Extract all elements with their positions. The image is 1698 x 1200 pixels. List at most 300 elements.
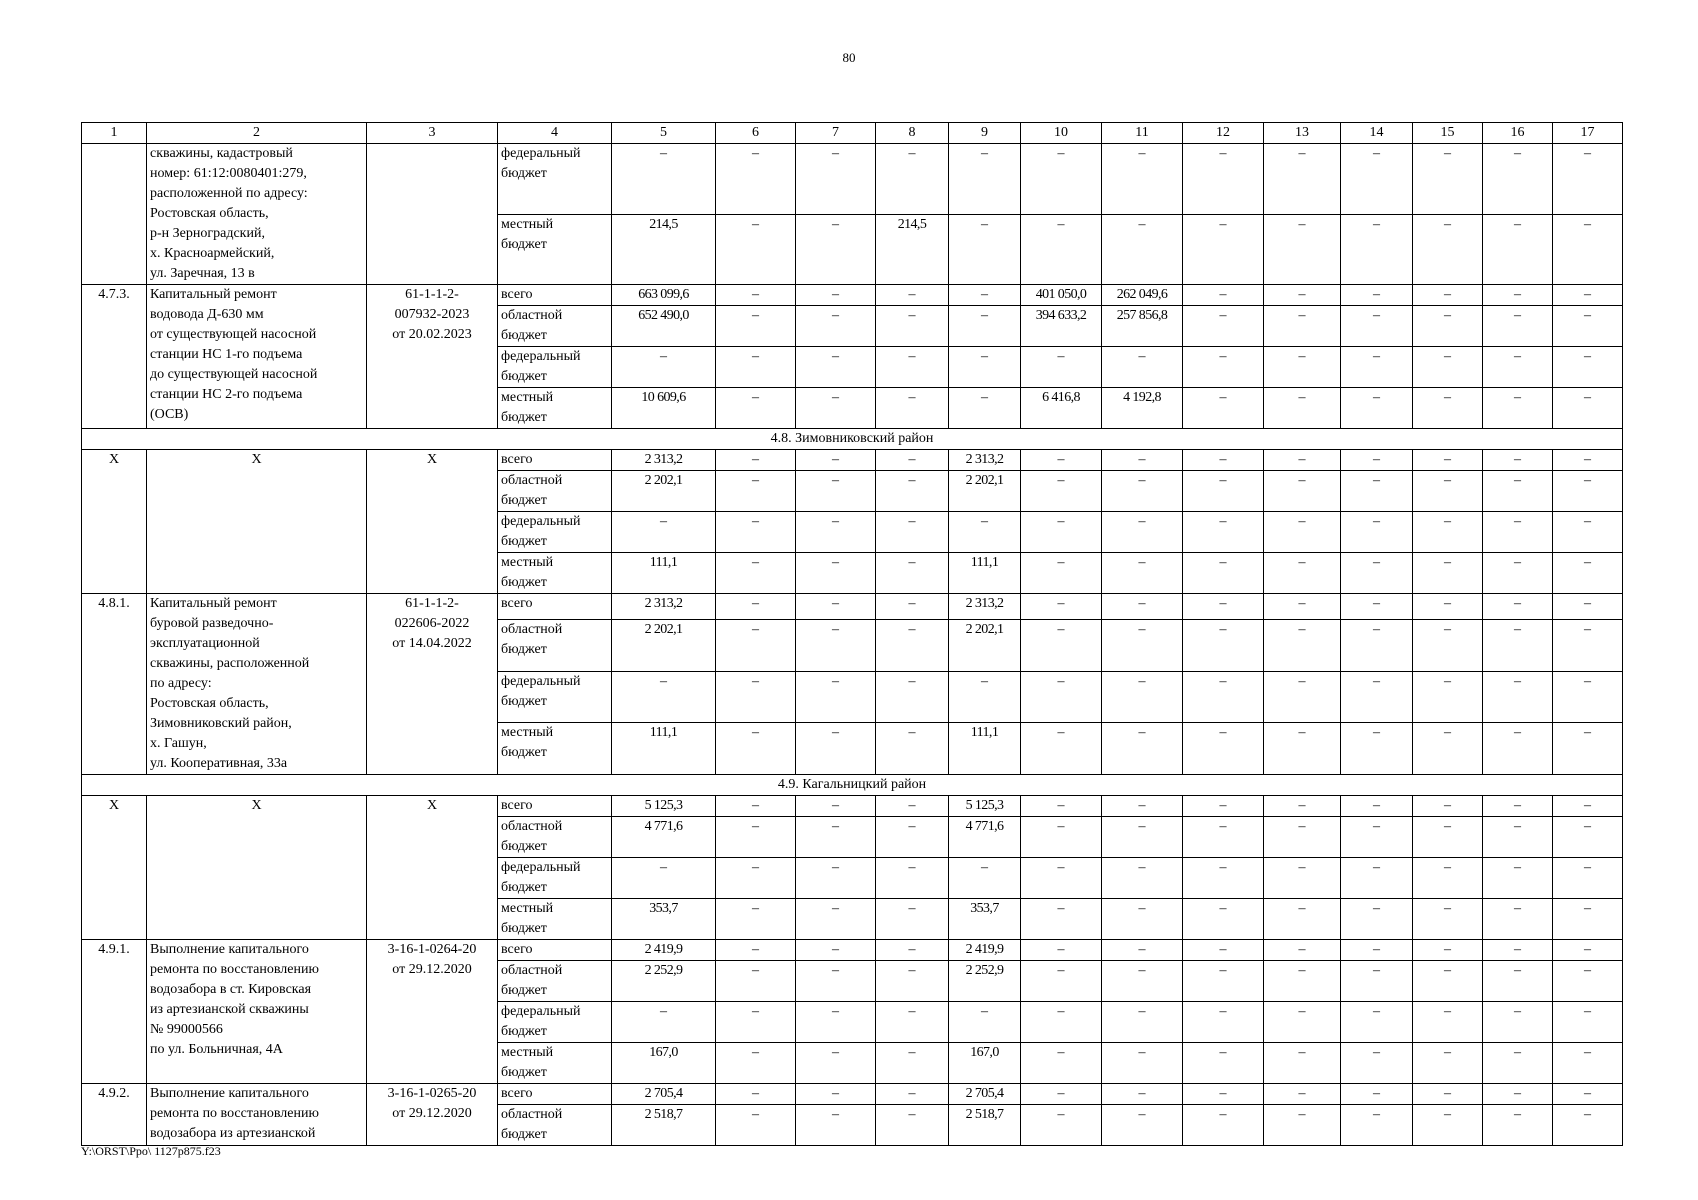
section-header-row [82,775,1623,796]
item-number-cell [82,144,147,285]
value-cell: – [876,1105,949,1146]
item-number-cell: 4.9.2. [82,1084,147,1146]
value-cell: – [1341,899,1413,940]
value-cell: – [876,899,949,940]
value-cell: – [1553,512,1623,553]
item-name-cell: Капитальный ремонт буровой разведочно- эксплуатационной скважины, расположенной по адресу: Ростовская область, Зимовниковский район, х. Гашун, ул. Кооперативная, 33а [147,594,367,775]
table-row [82,594,1623,620]
value-cell: – [1102,817,1183,858]
value-cell: – [716,858,796,899]
value-cell: – [1183,214,1264,285]
value-cell: – [796,671,876,723]
column-number-cell: 11 [1102,123,1183,144]
value-cell: – [1413,388,1483,429]
item-name-cell: Х [147,796,367,940]
value-cell: – [1341,723,1413,775]
value-cell: – [1183,347,1264,388]
item-name-cell: Выполнение капитального ремонта по восстановлению водозабора в ст. Кировская из артезианской скважины № 99000566 по ул. Больничная, 4А [147,940,367,1084]
value-cell: – [1553,1105,1623,1146]
column-number-cell: 10 [1021,123,1102,144]
funding-source-cell: федеральный бюджет [498,144,612,215]
value-cell: – [1183,144,1264,215]
value-cell: – [1341,347,1413,388]
value-cell: – [1413,620,1483,672]
value-cell: – [796,594,876,620]
value-cell: – [1341,1105,1413,1146]
value-cell: – [1413,899,1483,940]
value-cell: – [1102,347,1183,388]
value-cell: – [1021,144,1102,215]
value-cell: – [1483,594,1553,620]
value-cell: – [1483,899,1553,940]
value-cell: – [1341,285,1413,306]
value-cell: – [796,512,876,553]
value-cell: – [876,144,949,215]
value-cell: – [1021,858,1102,899]
value-cell: – [1183,1084,1264,1105]
value-cell: 2 202,1 [949,620,1021,672]
column-number-cell: 9 [949,123,1021,144]
item-number-cell: 4.7.3. [82,285,147,429]
document-number-cell: 3-16-1-0265-20 от 29.12.2020 [367,1084,498,1146]
value-cell: – [1483,940,1553,961]
value-cell: – [1483,214,1553,285]
item-name-cell: скважины, кадастровый номер: 61:12:0080401:279, расположенной по адресу: Ростовская область, р-н Зерноградский, х. Красноармейский, ул. Заречная, 13 в [147,144,367,285]
value-cell: – [1021,1002,1102,1043]
value-cell: – [876,450,949,471]
value-cell: – [1183,1002,1264,1043]
section-header-row [82,429,1623,450]
value-cell: – [1183,306,1264,347]
value-cell: – [1341,1002,1413,1043]
value-cell: – [1483,471,1553,512]
value-cell: – [1553,471,1623,512]
value-cell: – [1264,671,1341,723]
value-cell: – [1021,594,1102,620]
value-cell: 262 049,6 [1102,285,1183,306]
value-cell: – [1102,671,1183,723]
funding-source-cell: федеральный бюджет [498,512,612,553]
value-cell: – [612,347,716,388]
value-cell: – [1021,671,1102,723]
value-cell: – [1264,940,1341,961]
value-cell: 2 252,9 [949,961,1021,1002]
value-cell: – [1413,796,1483,817]
value-cell: – [1413,347,1483,388]
value-cell: – [1183,594,1264,620]
table-row [82,940,1623,961]
value-cell: – [1483,796,1553,817]
value-cell: – [1553,723,1623,775]
value-cell: – [1413,285,1483,306]
funding-source-cell: местный бюджет [498,388,612,429]
value-cell: – [1341,553,1413,594]
value-cell: – [949,347,1021,388]
value-cell: – [796,1043,876,1084]
value-cell: 2 313,2 [612,594,716,620]
value-cell: – [1341,620,1413,672]
value-cell: – [1483,723,1553,775]
value-cell: – [1021,553,1102,594]
value-cell: – [716,940,796,961]
funding-source-cell: областной бюджет [498,306,612,347]
value-cell: – [949,512,1021,553]
value-cell: 2 518,7 [612,1105,716,1146]
value-cell: – [1413,723,1483,775]
value-cell: – [949,144,1021,215]
value-cell: – [1264,450,1341,471]
value-cell: – [796,347,876,388]
value-cell: – [876,285,949,306]
value-cell: – [716,671,796,723]
value-cell: – [1021,723,1102,775]
value-cell: – [716,214,796,285]
table-row [82,796,1623,817]
funding-source-cell: всего [498,594,612,620]
value-cell: – [1553,388,1623,429]
value-cell: – [796,723,876,775]
item-number-cell: 4.9.1. [82,940,147,1084]
funding-source-cell: местный бюджет [498,553,612,594]
value-cell: – [716,1084,796,1105]
value-cell: 353,7 [949,899,1021,940]
value-cell: – [1413,961,1483,1002]
value-cell: – [1553,817,1623,858]
column-number-cell: 3 [367,123,498,144]
value-cell: – [1341,1084,1413,1105]
table-body [82,123,1623,1146]
value-cell: – [1021,471,1102,512]
value-cell: – [1264,214,1341,285]
value-cell: – [1553,1002,1623,1043]
value-cell: – [1413,306,1483,347]
value-cell: – [876,306,949,347]
value-cell: – [1483,961,1553,1002]
value-cell: – [949,671,1021,723]
value-cell: – [1264,306,1341,347]
value-cell: – [1102,796,1183,817]
value-cell: – [716,471,796,512]
value-cell: – [1021,347,1102,388]
value-cell: – [1413,512,1483,553]
value-cell: – [1183,620,1264,672]
value-cell: 2 202,1 [612,471,716,512]
value-cell: – [1102,1105,1183,1146]
funding-source-cell: всего [498,1084,612,1105]
value-cell: – [716,306,796,347]
value-cell: – [716,899,796,940]
value-cell: – [1553,940,1623,961]
value-cell: – [1483,388,1553,429]
value-cell: – [1021,796,1102,817]
value-cell: – [716,347,796,388]
value-cell: – [1553,671,1623,723]
value-cell: – [876,940,949,961]
value-cell: – [716,388,796,429]
value-cell: – [796,620,876,672]
document-number-cell: Х [367,450,498,594]
value-cell: – [1413,1043,1483,1084]
column-number-cell: 12 [1183,123,1264,144]
value-cell: 111,1 [949,553,1021,594]
value-cell: 652 490,0 [612,306,716,347]
column-number-cell: 1 [82,123,147,144]
value-cell: – [1102,620,1183,672]
value-cell: – [796,796,876,817]
funding-source-cell: областной бюджет [498,1105,612,1146]
value-cell: – [796,450,876,471]
value-cell: – [1553,1084,1623,1105]
value-cell: – [1102,553,1183,594]
value-cell: – [1021,1043,1102,1084]
value-cell: – [949,1002,1021,1043]
value-cell: – [1483,553,1553,594]
document-number-cell: 3-16-1-0264-20 от 29.12.2020 [367,940,498,1084]
value-cell: – [1483,1084,1553,1105]
value-cell: – [1102,471,1183,512]
column-number-cell: 17 [1553,123,1623,144]
value-cell: – [1183,1043,1264,1084]
value-cell: – [1341,858,1413,899]
funding-source-cell: местный бюджет [498,1043,612,1084]
value-cell: – [1183,450,1264,471]
value-cell: – [1483,620,1553,672]
value-cell: – [1021,940,1102,961]
value-cell: – [1264,817,1341,858]
funding-source-cell: областной бюджет [498,961,612,1002]
value-cell: 2 419,9 [949,940,1021,961]
value-cell: – [1183,1105,1264,1146]
funding-source-cell: местный бюджет [498,899,612,940]
value-cell: 2 705,4 [612,1084,716,1105]
value-cell: – [1183,858,1264,899]
value-cell: – [1264,388,1341,429]
value-cell: – [1553,214,1623,285]
table-row [82,285,1623,306]
column-number-cell: 14 [1341,123,1413,144]
value-cell: – [1413,594,1483,620]
value-cell: – [1102,899,1183,940]
column-number-cell: 2 [147,123,367,144]
value-cell: – [1413,471,1483,512]
value-cell: – [716,553,796,594]
value-cell: – [949,285,1021,306]
funding-source-cell: всего [498,450,612,471]
value-cell: – [876,594,949,620]
value-cell: – [876,388,949,429]
value-cell: 2 313,2 [949,594,1021,620]
document-number-cell [367,144,498,285]
value-cell: – [1183,471,1264,512]
funding-source-cell: областной бюджет [498,471,612,512]
value-cell: – [1264,899,1341,940]
value-cell: 2 313,2 [949,450,1021,471]
value-cell: – [1413,553,1483,594]
value-cell: – [1264,285,1341,306]
value-cell: – [1341,796,1413,817]
column-number-cell: 16 [1483,123,1553,144]
value-cell: – [1341,594,1413,620]
item-name-cell: Х [147,450,367,594]
value-cell: – [1341,512,1413,553]
value-cell: – [1102,214,1183,285]
value-cell: – [1413,214,1483,285]
value-cell: 2 419,9 [612,940,716,961]
value-cell: – [1183,512,1264,553]
value-cell: – [1264,144,1341,215]
value-cell: 2 313,2 [612,450,716,471]
value-cell: – [1102,961,1183,1002]
value-cell: 111,1 [949,723,1021,775]
value-cell: – [1102,1002,1183,1043]
value-cell: – [1183,899,1264,940]
value-cell: – [1264,594,1341,620]
value-cell: – [949,306,1021,347]
value-cell: 2 202,1 [949,471,1021,512]
value-cell: – [1264,347,1341,388]
item-name-cell: Капитальный ремонт водовода Д-630 мм от существующей насосной станции НС 1-го подъема до существующей насосной станции НС 2-го подъема (ОСВ) [147,285,367,429]
funding-source-cell: всего [498,796,612,817]
value-cell: – [876,512,949,553]
value-cell: – [1183,796,1264,817]
value-cell: – [1183,723,1264,775]
value-cell: – [1102,1084,1183,1105]
value-cell: – [716,1105,796,1146]
value-cell: – [876,858,949,899]
value-cell: – [1264,620,1341,672]
column-number-cell: 4 [498,123,612,144]
value-cell: – [1413,144,1483,215]
table-row [82,450,1623,471]
value-cell: – [796,471,876,512]
value-cell: – [1021,1105,1102,1146]
value-cell: – [1553,450,1623,471]
value-cell: – [949,858,1021,899]
value-cell: 4 771,6 [949,817,1021,858]
value-cell: – [796,144,876,215]
value-cell: – [716,285,796,306]
value-cell: – [1102,858,1183,899]
value-cell: – [796,899,876,940]
value-cell: – [1341,450,1413,471]
value-cell: – [1021,817,1102,858]
value-cell: 4 192,8 [1102,388,1183,429]
value-cell: – [1341,388,1413,429]
value-cell: – [1021,450,1102,471]
value-cell: – [1264,961,1341,1002]
value-cell: – [1264,512,1341,553]
funding-source-cell: областной бюджет [498,817,612,858]
value-cell: 5 125,3 [612,796,716,817]
value-cell: – [1021,620,1102,672]
value-cell: – [612,512,716,553]
value-cell: – [1341,940,1413,961]
value-cell: – [876,553,949,594]
value-cell: – [1102,594,1183,620]
value-cell: 663 099,6 [612,285,716,306]
value-cell: 111,1 [612,553,716,594]
value-cell: – [1183,388,1264,429]
value-cell: – [1413,940,1483,961]
value-cell: – [1264,553,1341,594]
value-cell: – [1553,620,1623,672]
value-cell: – [1341,144,1413,215]
footer-file-path: Y:\ORST\Ppo\ 1127p875.f23 [81,1144,221,1158]
value-cell: – [1102,940,1183,961]
value-cell: – [876,671,949,723]
value-cell: – [1183,961,1264,1002]
value-cell: – [1264,796,1341,817]
value-cell: – [1102,144,1183,215]
value-cell: 353,7 [612,899,716,940]
value-cell: – [796,1105,876,1146]
value-cell: 10 609,6 [612,388,716,429]
value-cell: 2 252,9 [612,961,716,1002]
value-cell: – [876,1043,949,1084]
value-cell: – [796,1084,876,1105]
value-cell: – [716,512,796,553]
value-cell: – [876,1084,949,1105]
funding-source-cell: всего [498,940,612,961]
funding-source-cell: областной бюджет [498,620,612,672]
value-cell: – [716,450,796,471]
value-cell: 4 771,6 [612,817,716,858]
value-cell: 2 705,4 [949,1084,1021,1105]
value-cell: 257 856,8 [1102,306,1183,347]
value-cell: – [1021,961,1102,1002]
value-cell: – [1183,817,1264,858]
value-cell: – [716,1043,796,1084]
value-cell: – [716,620,796,672]
section-title: 4.8. Зимовниковский район [82,429,1623,450]
funding-source-cell: федеральный бюджет [498,347,612,388]
funding-source-cell: местный бюджет [498,214,612,285]
value-cell: – [1341,214,1413,285]
value-cell: – [1413,1002,1483,1043]
value-cell: – [949,388,1021,429]
value-cell: – [1264,1084,1341,1105]
value-cell: – [716,817,796,858]
value-cell: 5 125,3 [949,796,1021,817]
value-cell: – [1413,817,1483,858]
value-cell: – [1483,144,1553,215]
budget-table [81,122,1623,1146]
value-cell: – [1264,471,1341,512]
value-cell: – [1102,450,1183,471]
value-cell: 6 416,8 [1021,388,1102,429]
value-cell: – [796,817,876,858]
value-cell: – [716,796,796,817]
value-cell: – [1553,796,1623,817]
value-cell: – [1553,594,1623,620]
value-cell: – [1021,1084,1102,1105]
value-cell: – [1553,285,1623,306]
value-cell: – [876,471,949,512]
value-cell: – [796,306,876,347]
item-number-cell: 4.8.1. [82,594,147,775]
value-cell: – [796,961,876,1002]
value-cell: 167,0 [949,1043,1021,1084]
value-cell: – [1553,553,1623,594]
funding-source-cell: местный бюджет [498,723,612,775]
value-cell: – [1553,1043,1623,1084]
value-cell: – [949,214,1021,285]
value-cell: – [1102,1043,1183,1084]
column-number-cell: 5 [612,123,716,144]
item-number-cell: Х [82,796,147,940]
value-cell: – [612,1002,716,1043]
value-cell: – [876,796,949,817]
